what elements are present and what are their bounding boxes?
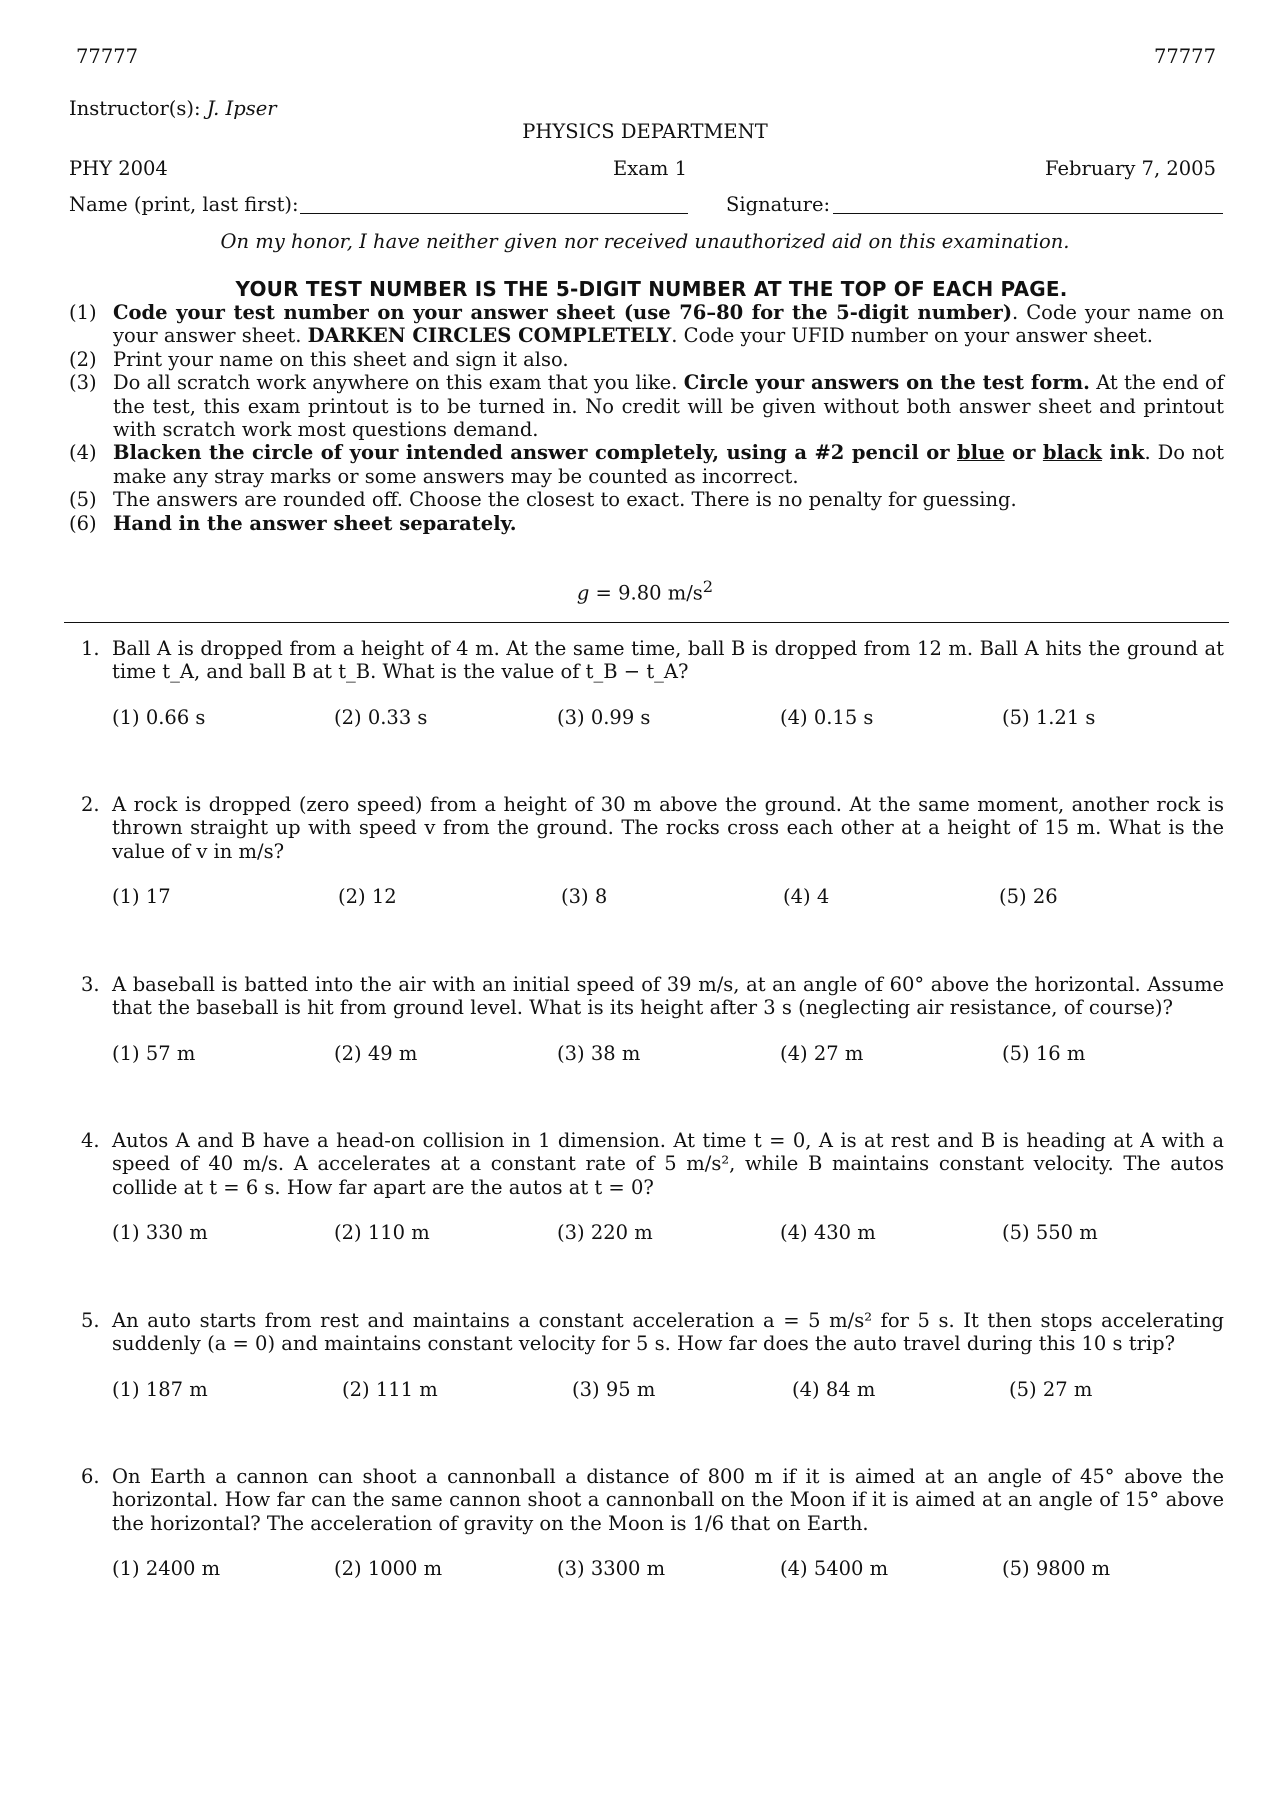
instruction-item [69, 488, 1224, 511]
question-text: An auto starts from rest and maintains a constant acceleration a = 5 m/s² for 5 s. It then stops accelerating suddenly (a = 0) and maintains constant velocity for 5 s. How far does the auto travel during this 10 s trip? [112, 1309, 1224, 1356]
question-3 [81, 973, 1224, 1068]
question-number: 5. [81, 1309, 100, 1332]
answer-choice[interactable]: (3) 38 m [557, 1041, 641, 1065]
g-exponent: 2 [702, 577, 714, 596]
course-code: PHY 2004 [69, 157, 168, 180]
question-5 [81, 1309, 1224, 1404]
exam-date: February 7, 2005 [1045, 157, 1216, 180]
answer-choice[interactable]: (4) 84 m [792, 1377, 876, 1401]
honor-pledge: On my honor, I have neither given nor received unauthorized aid on this examination. [220, 230, 1070, 253]
instruction-bold: or [1004, 441, 1043, 465]
answer-choice[interactable]: (4) 5400 m [780, 1557, 889, 1581]
instruction-plain: Do all scratch work anywhere on this exam that you like. [113, 371, 684, 395]
exam-name: Exam 1 [613, 157, 687, 180]
g-symbol: g [576, 581, 590, 605]
instruction-text: The answers are rounded off. Choose the closest to exact. There is no penalty for guessing. [113, 488, 1017, 512]
instruction-plain: At the end of the test, this exam printout is to be turned in. No credit will be given without both answer sheet and printout with scratch work most questions demand. [113, 371, 1225, 441]
instructor-name: J. Ipser [206, 97, 277, 120]
answer-choice[interactable]: (5) 26 [999, 885, 1058, 909]
answer-choice[interactable]: (2) 1000 m [334, 1557, 443, 1581]
signature-field[interactable] [833, 213, 1223, 214]
question-4 [81, 1129, 1224, 1247]
g-value: = 9.80 m/s [589, 581, 703, 605]
question-6 [81, 1465, 1224, 1583]
answer-choices [112, 1042, 1224, 1068]
question-text: A rock is dropped (zero speed) from a height of 30 m above the ground. At the same moment, another rock is thrown straight up with speed v from the ground. The rocks cross each other at a height of 15 m. What is the value of v in m/s? [112, 793, 1224, 863]
instruction-plain: . Code your name on your answer sheet. [113, 301, 1225, 348]
answer-choice[interactable]: (1) 17 [112, 885, 171, 909]
answer-choice[interactable]: (4) 4 [783, 885, 830, 909]
answer-choice[interactable]: (1) 187 m [112, 1377, 208, 1401]
instruction-number: (6) [69, 511, 97, 535]
answer-choice[interactable]: (5) 1.21 s [1002, 705, 1096, 729]
answer-choice[interactable]: (5) 16 m [1002, 1041, 1086, 1065]
question-2 [81, 793, 1224, 911]
instruction-plain: . Do not make any stray marks or some answers may be counted as incorrect. [113, 441, 1225, 488]
instruction-text: Print your name on this sheet and sign it also. [113, 347, 569, 371]
question-number: 6. [81, 1465, 100, 1488]
test-number-left: 77777 [76, 45, 139, 68]
answer-choice[interactable]: (2) 111 m [342, 1377, 438, 1401]
question-text: On Earth a cannon can shoot a cannonball a distance of 800 m if it is aimed at an angle of 45° above the horizontal. How far can the same cannon shoot a cannonball on the Moon if it is aimed at an angle of 15° above the horizontal? The acceleration of gravity on the Moon is 1/6 that on Earth. [112, 1465, 1224, 1535]
instruction-underline: black [1042, 441, 1102, 465]
question-1 [81, 637, 1224, 732]
instruction-number: (2) [69, 347, 97, 371]
question-text: A baseball is batted into the air with an initial speed of 39 m/s, at an angle of 60° above the horizontal. Assume that the baseball is hit from ground level. What is its height after 3 s (neglecting air resistance, of course)? [112, 973, 1224, 1020]
answer-choice[interactable]: (4) 430 m [780, 1221, 876, 1245]
instructions-title: YOUR TEST NUMBER IS THE 5-DIGIT NUMBER AT THE TOP OF EACH PAGE. [235, 277, 1068, 301]
answer-choice[interactable]: (1) 0.66 s [112, 705, 206, 729]
instruction-bold: Circle your answers on the test form. [683, 371, 1090, 395]
answer-choice[interactable]: (1) 57 m [112, 1041, 196, 1065]
instruction-number: (4) [69, 441, 97, 465]
test-number-right: 77777 [1153, 45, 1216, 68]
question-text: Autos A and B have a head-on collision in 1 dimension. At time t = 0, A is at rest and B is heading at A with a speed of 40 m/s. A accelerates at a constant rate of 5 m/s², while B maintains constant velocity. The autos collide at t = 6 s. How far apart are the autos at t = 0? [112, 1129, 1224, 1199]
question-number: 1. [81, 637, 100, 660]
gravity-constant [0, 577, 1280, 605]
answer-choice[interactable]: (5) 9800 m [1002, 1557, 1111, 1581]
instruction-item [69, 371, 1224, 441]
section-divider [64, 622, 1229, 623]
signature-label: Signature: [726, 193, 831, 216]
instruction-text [113, 301, 1224, 348]
instruction-item [69, 512, 1224, 535]
instruction-number: (5) [69, 488, 97, 512]
question-number: 4. [81, 1129, 100, 1152]
instruction-item [69, 348, 1224, 371]
answer-choice[interactable]: (2) 12 [338, 885, 397, 909]
answer-choice[interactable]: (3) 0.99 s [557, 705, 651, 729]
instructor-line [69, 97, 277, 120]
question-number: 2. [81, 793, 100, 816]
instruction-plain: . Code your UFID number on your answer sheet. [671, 324, 1153, 348]
answer-choice[interactable]: (2) 49 m [334, 1041, 418, 1065]
instruction-text: Hand in the answer sheet separately. [113, 511, 517, 535]
answer-choices [112, 1557, 1224, 1583]
answer-choices [112, 885, 1224, 911]
instruction-number: (3) [69, 371, 97, 395]
instructions-block [69, 277, 1224, 535]
instruction-item [69, 301, 1224, 348]
answer-choice[interactable]: (5) 27 m [1009, 1377, 1093, 1401]
answer-choice[interactable]: (3) 220 m [557, 1221, 653, 1245]
name-label: Name (print, last first): [69, 193, 299, 216]
department-title: PHYSICS DEPARTMENT [522, 120, 768, 143]
answer-choice[interactable]: (3) 8 [561, 885, 608, 909]
instruction-bold: Code your test number on your answer sheet (use 76–80 for the 5-digit number) [113, 301, 1013, 324]
instruction-item [69, 441, 1224, 488]
instruction-text [113, 371, 1224, 441]
answer-choice[interactable]: (2) 110 m [334, 1221, 430, 1245]
answer-choice[interactable]: (5) 550 m [1002, 1221, 1098, 1245]
answer-choices [112, 706, 1224, 732]
instruction-underline: blue [957, 441, 1005, 465]
instruction-bold: ink [1101, 441, 1145, 465]
question-number: 3. [81, 973, 100, 996]
answer-choices [112, 1221, 1224, 1247]
name-field[interactable] [300, 213, 688, 214]
instructor-label: Instructor(s): [69, 97, 201, 120]
answer-choice[interactable]: (3) 95 m [572, 1377, 656, 1401]
instruction-text [113, 441, 1224, 488]
answer-choices [112, 1378, 1224, 1404]
instruction-bold: DARKEN CIRCLES COMPLETELY [307, 324, 672, 348]
answer-choice[interactable]: (1) 330 m [112, 1221, 208, 1245]
answer-choice[interactable]: (4) 0.15 s [780, 705, 874, 729]
instruction-bold: Blacken the circle of your intended answer completely, using a #2 pencil or [113, 441, 957, 465]
instruction-number: (1) [69, 301, 97, 324]
answer-choice[interactable]: (3) 3300 m [557, 1557, 666, 1581]
question-text: Ball A is dropped from a height of 4 m. At the same time, ball B is dropped from 12 m. Ball A hits the ground at time t_A, and ball B at t_B. What is the value of t_B − t_A? [112, 637, 1224, 684]
answer-choice[interactable]: (4) 27 m [780, 1041, 864, 1065]
answer-choice[interactable]: (2) 0.33 s [334, 705, 428, 729]
answer-choice[interactable]: (1) 2400 m [112, 1557, 221, 1581]
